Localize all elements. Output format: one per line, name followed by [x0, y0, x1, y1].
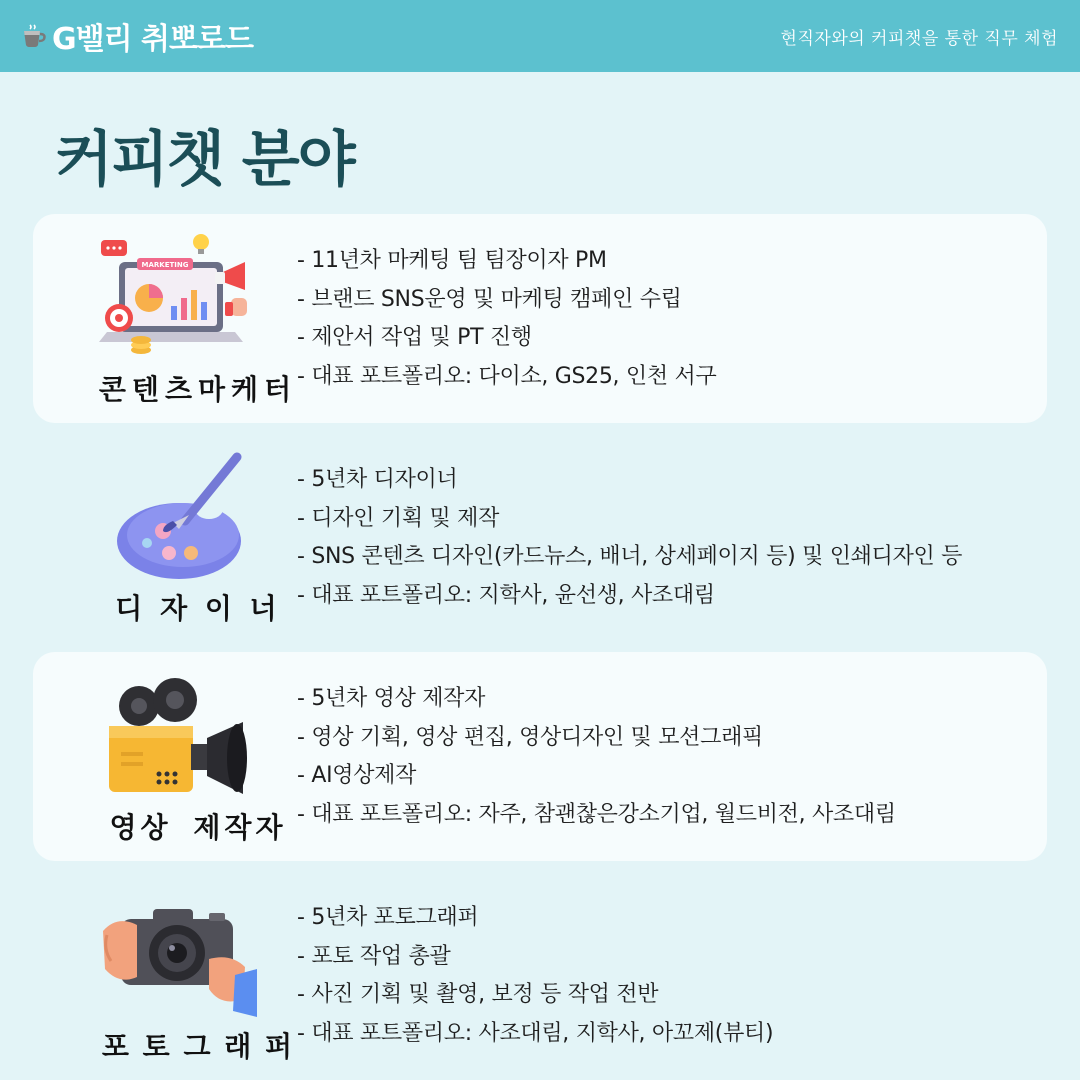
- detail-item: - SNS 콘텐츠 디자인(카드뉴스, 배너, 상세페이지 등) 및 인쇄디자인 등: [297, 544, 963, 569]
- detail-item: - 대표 포트폴리오: 사조대림, 지학사, 아꼬제(뷰티): [297, 1020, 774, 1046]
- detail-item: - 디자인 기획 및 제작: [297, 505, 500, 531]
- detail-item: - 대표 포트폴리오: 다이소, GS25, 인천 서구: [297, 363, 717, 389]
- detail-item: - 제안서 작업 및 PT 진행: [297, 325, 532, 350]
- film-camera-icon: [97, 670, 257, 800]
- detail-item: - 브랜드 SNS운영 및 마케팅 캠페인 수립: [297, 286, 682, 312]
- detail-item: - 5년차 포토그래퍼: [297, 905, 479, 930]
- detail-list: [297, 680, 896, 834]
- detail-item: - AI영상제작: [297, 763, 417, 788]
- marketing-banner-text: MARKETING: [141, 261, 189, 269]
- detail-list: [297, 242, 716, 396]
- detail-item: - 대표 포트폴리오: 지학사, 윤선생, 사조대림: [297, 582, 715, 608]
- role-title: 영상 제작자: [109, 811, 287, 844]
- header-tagline: 현직자와의 커피챗을 통한 직무 체험: [780, 28, 1058, 49]
- role-title: 포 토 그 래 퍼: [101, 1030, 295, 1063]
- detail-item: - 사진 기획 및 촬영, 보정 등 작업 전반: [297, 982, 659, 1007]
- coffee-cup-icon: [20, 22, 48, 50]
- role-title: 디 자 이 너: [115, 592, 281, 625]
- field-card-marketer: [33, 214, 1047, 423]
- detail-list: [297, 461, 962, 615]
- role-title: 콘텐츠마케터: [98, 373, 298, 406]
- detail-item: - 영상 기획, 영상 편집, 영상디자인 및 모션그래픽: [297, 724, 763, 750]
- detail-item: - 포토 작업 총괄: [297, 943, 451, 969]
- detail-item: - 5년차 영상 제작자: [297, 686, 486, 711]
- field-card-photographer: [33, 871, 1047, 1080]
- brand: [20, 14, 253, 58]
- detail-item: - 5년차 디자이너: [297, 467, 458, 492]
- detail-item: - 11년차 마케팅 팀 팀장이자 PM: [297, 248, 607, 273]
- photo-camera-icon: [97, 889, 257, 1019]
- detail-list: [297, 899, 773, 1053]
- field-card-video-producer: [33, 652, 1047, 861]
- paint-palette-icon: [97, 451, 257, 581]
- header-bar: [0, 0, 1080, 72]
- brand-name: G밸리 취뽀로드: [52, 22, 253, 57]
- detail-item: - 대표 포트폴리오: 자주, 참괜찮은강소기업, 월드비전, 사조대림: [297, 801, 896, 827]
- field-card-designer: [33, 433, 1047, 642]
- marketing-laptop-icon: [97, 232, 257, 362]
- page-title: 커피챗 분야: [55, 125, 354, 195]
